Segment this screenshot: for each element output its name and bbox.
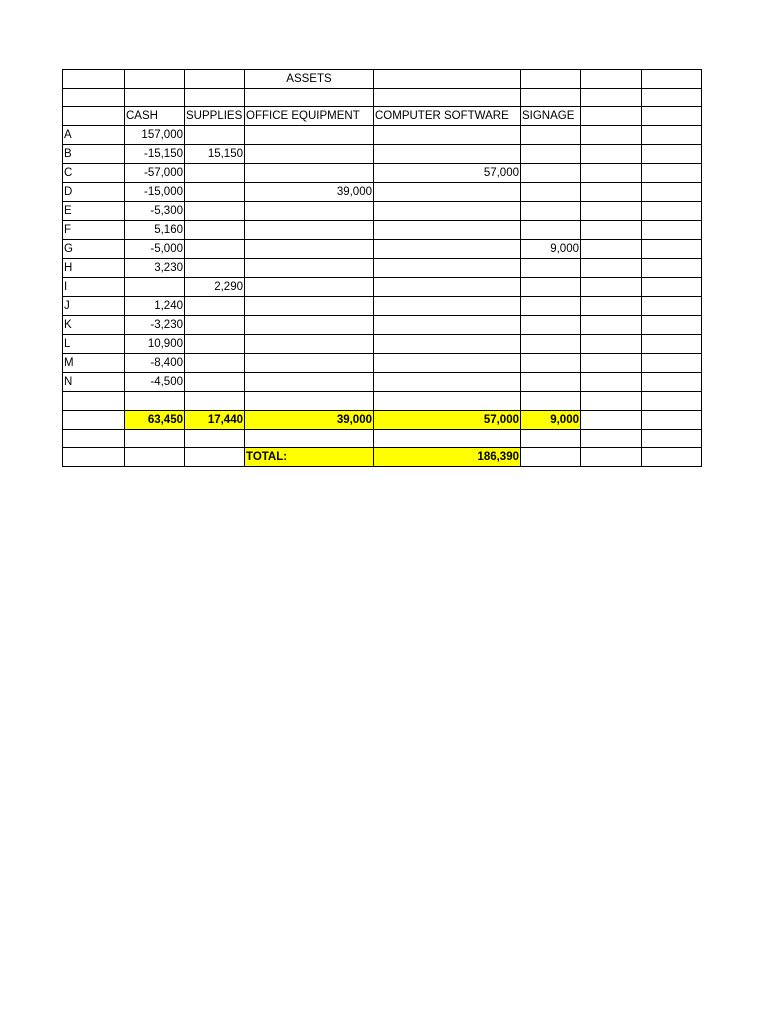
row-label[interactable]: M bbox=[63, 354, 125, 373]
cell[interactable] bbox=[125, 429, 185, 447]
subtotal-office-equipment[interactable]: 39,000 bbox=[245, 410, 374, 429]
cell[interactable] bbox=[374, 89, 521, 107]
value-computer-software[interactable] bbox=[374, 126, 521, 145]
value-computer-software[interactable] bbox=[374, 335, 521, 354]
header-supplies[interactable]: SUPPLIES bbox=[185, 107, 245, 126]
value-cash[interactable]: -5,300 bbox=[125, 202, 185, 221]
value-cash[interactable]: -5,000 bbox=[125, 240, 185, 259]
cell[interactable] bbox=[125, 70, 185, 89]
cell[interactable] bbox=[245, 392, 374, 410]
cell[interactable] bbox=[581, 335, 642, 354]
cell[interactable] bbox=[581, 297, 642, 316]
row-label[interactable]: N bbox=[63, 373, 125, 392]
cell[interactable] bbox=[125, 392, 185, 410]
value-supplies[interactable] bbox=[185, 297, 245, 316]
row-label[interactable]: J bbox=[63, 297, 125, 316]
cell[interactable] bbox=[581, 145, 642, 164]
value-signage[interactable] bbox=[521, 164, 581, 183]
table-row bbox=[63, 164, 702, 183]
value-signage[interactable] bbox=[521, 183, 581, 202]
value-office-equipment[interactable] bbox=[245, 240, 374, 259]
cell[interactable] bbox=[63, 448, 125, 467]
cell[interactable] bbox=[642, 221, 702, 240]
value-computer-software[interactable] bbox=[374, 373, 521, 392]
cell[interactable] bbox=[521, 429, 581, 447]
table-row bbox=[63, 278, 702, 297]
cell[interactable] bbox=[581, 278, 642, 297]
value-signage[interactable] bbox=[521, 126, 581, 145]
cell[interactable] bbox=[63, 70, 125, 89]
value-supplies[interactable] bbox=[185, 316, 245, 335]
cell[interactable] bbox=[581, 354, 642, 373]
cell[interactable] bbox=[185, 429, 245, 447]
cell[interactable] bbox=[374, 70, 521, 89]
value-computer-software[interactable] bbox=[374, 221, 521, 240]
header-signage[interactable]: SIGNAGE bbox=[521, 107, 581, 126]
value-computer-software[interactable] bbox=[374, 202, 521, 221]
cell[interactable] bbox=[581, 126, 642, 145]
cell[interactable] bbox=[374, 392, 521, 410]
cell[interactable] bbox=[125, 89, 185, 107]
cell[interactable] bbox=[185, 70, 245, 89]
value-supplies[interactable] bbox=[185, 202, 245, 221]
cell[interactable] bbox=[642, 259, 702, 278]
value-signage[interactable] bbox=[521, 278, 581, 297]
value-office-equipment[interactable] bbox=[245, 373, 374, 392]
value-supplies[interactable] bbox=[185, 335, 245, 354]
value-office-equipment[interactable] bbox=[245, 202, 374, 221]
cell[interactable] bbox=[581, 89, 642, 107]
value-supplies[interactable] bbox=[185, 354, 245, 373]
value-signage[interactable] bbox=[521, 373, 581, 392]
value-cash[interactable]: -15,000 bbox=[125, 183, 185, 202]
cell[interactable] bbox=[642, 164, 702, 183]
value-computer-software[interactable] bbox=[374, 354, 521, 373]
table-row bbox=[63, 202, 702, 221]
cell[interactable] bbox=[642, 354, 702, 373]
cell[interactable] bbox=[581, 221, 642, 240]
table-row bbox=[63, 354, 702, 373]
value-computer-software[interactable] bbox=[374, 145, 521, 164]
value-office-equipment[interactable] bbox=[245, 164, 374, 183]
row-label[interactable]: D bbox=[63, 183, 125, 202]
value-cash[interactable]: 5,160 bbox=[125, 221, 185, 240]
value-office-equipment[interactable] bbox=[245, 126, 374, 145]
value-cash[interactable]: 157,000 bbox=[125, 126, 185, 145]
cell[interactable] bbox=[521, 448, 581, 467]
value-computer-software[interactable] bbox=[374, 259, 521, 278]
header-row bbox=[63, 107, 702, 126]
value-office-equipment[interactable] bbox=[245, 335, 374, 354]
value-office-equipment[interactable] bbox=[245, 316, 374, 335]
cell[interactable] bbox=[642, 89, 702, 107]
header-office-equipment[interactable]: OFFICE EQUIPMENT bbox=[245, 107, 374, 126]
table-row bbox=[63, 126, 702, 145]
cell[interactable] bbox=[642, 278, 702, 297]
value-computer-software[interactable] bbox=[374, 183, 521, 202]
value-signage[interactable] bbox=[521, 354, 581, 373]
subtotal-signage[interactable]: 9,000 bbox=[521, 410, 581, 429]
cell[interactable] bbox=[581, 448, 642, 467]
row-label[interactable]: G bbox=[63, 240, 125, 259]
row-label[interactable]: B bbox=[63, 145, 125, 164]
value-supplies[interactable]: 15,150 bbox=[185, 145, 245, 164]
value-supplies[interactable] bbox=[185, 164, 245, 183]
value-computer-software[interactable] bbox=[374, 240, 521, 259]
value-supplies[interactable] bbox=[185, 183, 245, 202]
value-supplies[interactable] bbox=[185, 126, 245, 145]
total-row bbox=[63, 448, 702, 467]
cell[interactable] bbox=[63, 429, 125, 447]
blank-row bbox=[63, 429, 702, 447]
title-row bbox=[63, 70, 702, 89]
blank-row bbox=[63, 89, 702, 107]
value-office-equipment[interactable] bbox=[245, 145, 374, 164]
value-supplies[interactable] bbox=[185, 373, 245, 392]
cell[interactable] bbox=[185, 448, 245, 467]
cell[interactable] bbox=[125, 448, 185, 467]
table-row bbox=[63, 145, 702, 164]
value-supplies[interactable] bbox=[185, 221, 245, 240]
total-label[interactable]: TOTAL: bbox=[245, 448, 374, 467]
value-office-equipment[interactable] bbox=[245, 297, 374, 316]
cell[interactable] bbox=[642, 202, 702, 221]
cell[interactable] bbox=[521, 70, 581, 89]
value-computer-software[interactable] bbox=[374, 278, 521, 297]
table-body bbox=[63, 70, 702, 467]
cell[interactable] bbox=[63, 392, 125, 410]
subtotal-cash[interactable]: 63,450 bbox=[125, 410, 185, 429]
cell[interactable] bbox=[642, 126, 702, 145]
cell[interactable] bbox=[374, 429, 521, 447]
cell[interactable] bbox=[581, 316, 642, 335]
subtotal-computer-software[interactable]: 57,000 bbox=[374, 410, 521, 429]
value-cash[interactable]: -8,400 bbox=[125, 354, 185, 373]
value-computer-software[interactable]: 57,000 bbox=[374, 164, 521, 183]
table-row bbox=[63, 259, 702, 278]
row-label[interactable]: L bbox=[63, 335, 125, 354]
cell[interactable] bbox=[521, 89, 581, 107]
cell[interactable] bbox=[642, 373, 702, 392]
table-row bbox=[63, 373, 702, 392]
cell[interactable] bbox=[642, 240, 702, 259]
value-signage[interactable]: 9,000 bbox=[521, 240, 581, 259]
cell[interactable] bbox=[642, 410, 702, 429]
blank-row bbox=[63, 392, 702, 410]
row-label[interactable]: C bbox=[63, 164, 125, 183]
assets-title[interactable]: ASSETS bbox=[245, 70, 374, 89]
value-cash[interactable]: -57,000 bbox=[125, 164, 185, 183]
cell[interactable] bbox=[581, 240, 642, 259]
cell[interactable] bbox=[642, 335, 702, 354]
cell[interactable] bbox=[642, 297, 702, 316]
cell[interactable] bbox=[63, 410, 125, 429]
cell[interactable] bbox=[642, 316, 702, 335]
value-computer-software[interactable] bbox=[374, 316, 521, 335]
cell[interactable] bbox=[521, 392, 581, 410]
row-label[interactable]: I bbox=[63, 278, 125, 297]
value-signage[interactable] bbox=[521, 297, 581, 316]
cell[interactable] bbox=[581, 70, 642, 89]
cell[interactable] bbox=[245, 89, 374, 107]
value-office-equipment[interactable] bbox=[245, 259, 374, 278]
value-cash[interactable]: 1,240 bbox=[125, 297, 185, 316]
cell[interactable] bbox=[642, 183, 702, 202]
subtotal-row bbox=[63, 410, 702, 429]
cell[interactable] bbox=[245, 429, 374, 447]
table-row bbox=[63, 221, 702, 240]
cell[interactable] bbox=[642, 429, 702, 447]
cell[interactable] bbox=[63, 89, 125, 107]
value-office-equipment[interactable] bbox=[245, 278, 374, 297]
value-supplies[interactable] bbox=[185, 259, 245, 278]
value-office-equipment[interactable] bbox=[245, 221, 374, 240]
cell[interactable] bbox=[642, 145, 702, 164]
value-cash[interactable]: 10,900 bbox=[125, 335, 185, 354]
header-cash[interactable]: CASH bbox=[125, 107, 185, 126]
value-cash[interactable]: 3,230 bbox=[125, 259, 185, 278]
cell[interactable] bbox=[581, 164, 642, 183]
cell[interactable] bbox=[185, 392, 245, 410]
subtotal-supplies[interactable]: 17,440 bbox=[185, 410, 245, 429]
cell[interactable] bbox=[642, 107, 702, 126]
value-signage[interactable] bbox=[521, 202, 581, 221]
value-cash[interactable]: -15,150 bbox=[125, 145, 185, 164]
value-supplies[interactable] bbox=[185, 240, 245, 259]
row-label[interactable]: E bbox=[63, 202, 125, 221]
value-signage[interactable] bbox=[521, 316, 581, 335]
row-label[interactable]: F bbox=[63, 221, 125, 240]
value-cash[interactable] bbox=[125, 278, 185, 297]
row-label[interactable]: H bbox=[63, 259, 125, 278]
table-row bbox=[63, 183, 702, 202]
value-office-equipment[interactable] bbox=[245, 354, 374, 373]
cell[interactable] bbox=[581, 373, 642, 392]
cell[interactable] bbox=[185, 89, 245, 107]
cell[interactable] bbox=[63, 107, 125, 126]
value-signage[interactable] bbox=[521, 145, 581, 164]
cell[interactable] bbox=[642, 448, 702, 467]
cell[interactable] bbox=[642, 70, 702, 89]
cell[interactable] bbox=[642, 392, 702, 410]
cell[interactable] bbox=[581, 107, 642, 126]
value-office-equipment[interactable]: 39,000 bbox=[245, 183, 374, 202]
table-row bbox=[63, 297, 702, 316]
table-row bbox=[63, 240, 702, 259]
value-cash[interactable]: -4,500 bbox=[125, 373, 185, 392]
value-supplies[interactable]: 2,290 bbox=[185, 278, 245, 297]
cell[interactable] bbox=[581, 202, 642, 221]
table-row bbox=[63, 335, 702, 354]
cell[interactable] bbox=[581, 183, 642, 202]
cell[interactable] bbox=[581, 392, 642, 410]
cell[interactable] bbox=[581, 429, 642, 447]
header-computer-software[interactable]: COMPUTER SOFTWARE bbox=[374, 107, 521, 126]
value-signage[interactable] bbox=[521, 335, 581, 354]
total-value[interactable]: 186,390 bbox=[374, 448, 521, 467]
value-signage[interactable] bbox=[521, 221, 581, 240]
cell[interactable] bbox=[581, 410, 642, 429]
value-computer-software[interactable] bbox=[374, 297, 521, 316]
value-cash[interactable]: -3,230 bbox=[125, 316, 185, 335]
assets-table bbox=[62, 69, 702, 467]
value-signage[interactable] bbox=[521, 259, 581, 278]
row-label[interactable]: K bbox=[63, 316, 125, 335]
table-row bbox=[63, 316, 702, 335]
cell[interactable] bbox=[581, 259, 642, 278]
row-label[interactable]: A bbox=[63, 126, 125, 145]
